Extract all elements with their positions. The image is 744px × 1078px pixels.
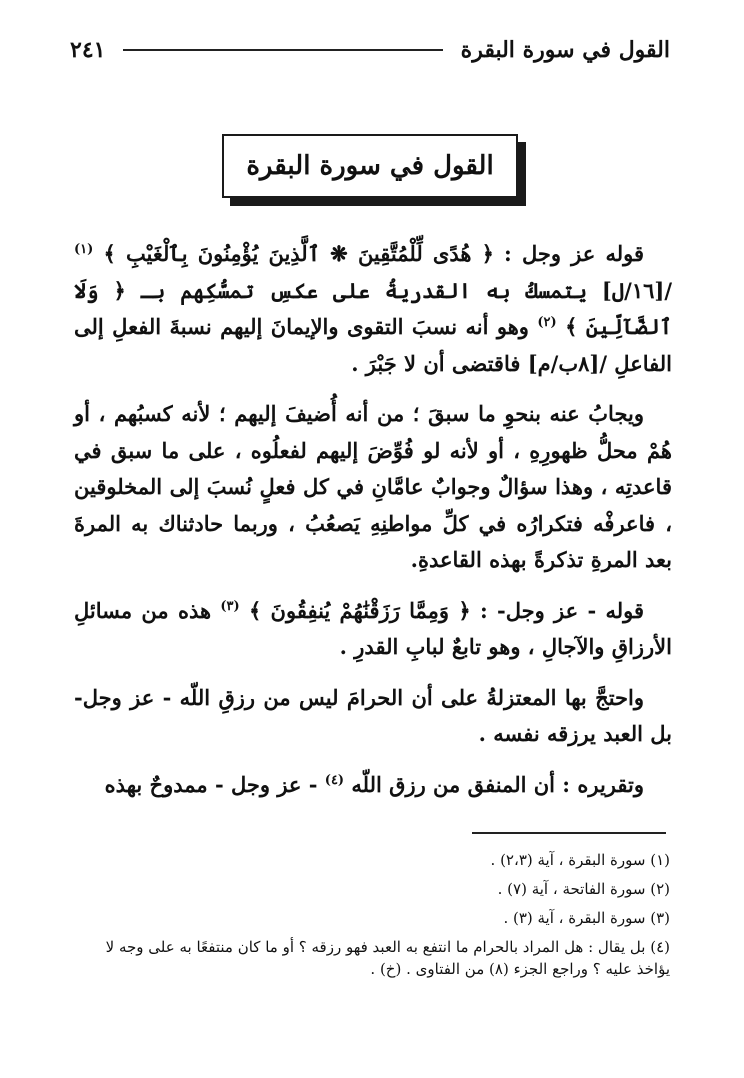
p1-end: وهو أنه نسبَ التقوى والإيمانَ إليهم نسبةَ الفعلِ إلى الفاعلِ /[٨ب/م] فاقتضى أن لا جَبْرَ .: [74, 314, 672, 376]
footnote-3: (٣) سورة البقرة ، آية (٣) .: [503, 909, 670, 927]
paragraph-1: [74, 236, 672, 382]
quran-verse-1: ﴿ هُدًى لِّلْمُتَّقِينَ ❋ ٱلَّذِينَ يُؤْمِنُونَ بِٱلْغَيْبِ ﴾: [103, 241, 494, 266]
p3-intro: قوله - عز وجل- :: [470, 597, 645, 623]
section-title: القول في سورة البقرة: [222, 134, 518, 198]
section-title-box: [222, 134, 526, 206]
paragraph-5: [74, 767, 672, 804]
header-rule: [123, 49, 442, 51]
paragraph-3: [74, 593, 672, 666]
footnote-ref-3: (٣): [220, 598, 240, 614]
paragraph-2: ويجابُ عنه بنحوِ ما سبقَ ؛ من أنه أُضيفَ إليهم ؛ لأنه كسبُهم ، أو هُمْ محلُّ ظهورِهِ ، أو لأنه لو فُوِّضَ إليهم لفعلُوه ، على ما سبق في قاعدتِه ، وهذا سؤالٌ وجوابٌ عامَّانِ في كل فعلٍ نُسبَ إلى المخلوقين ، فاعرفْه فتكرارُه في كلِّ مواطنِهِ يَصعُبُ ، وربما حادثناك به المرةَ بعد المرةِ تذكرةً بهذه القاعدةِ.: [74, 401, 672, 572]
quran-verse-3: ﴿ وَمِمَّا رَزَقْنَٰهُمْ يُنفِقُونَ ﴾: [248, 597, 471, 623]
p1-middle: /[١٦/ل] يتمسكُ به القدريةُ على عكسِ تمسُّكِهم بـ: [125, 277, 672, 303]
running-header: [70, 30, 670, 70]
footnote-rule: [472, 832, 666, 834]
quran-verse-2: ﴿ وَلَا ٱلضَّآلِّينَ ﴾: [74, 277, 672, 339]
footnote-1: (١) سورة البقرة ، آية (٢،٣) .: [490, 851, 670, 869]
paragraph-4: واحتجَّ بها المعتزلةُ على أن الحرامَ ليس من رزقِ اللّه - عز وجل- بل العبد يرزقه نفسه .: [74, 684, 672, 746]
page-number: ٢٤١: [70, 37, 106, 63]
p3-end: هذه من مسائلِ الأرزاقِ والآجالِ ، وهو تابعٌ لبابِ القدرِ .: [74, 597, 672, 659]
running-title: القول في سورة البقرة: [460, 37, 670, 63]
footnote-ref-1: (١): [74, 242, 94, 257]
footnote-4: (٤) بل يقال : هل المراد بالحرام ما انتفع به العبد فهو رزقه ؟ أو ما كان منتفعًا به على وجه لا يؤاخذ عليه ؟ وراجع الجزء (٨) من الفتاوى . (خ) .: [105, 938, 670, 978]
body-text: [74, 236, 672, 817]
p1-intro: قوله عز وجل :: [493, 241, 644, 266]
p5-intro: وتقريره : أن المنفق من رزق اللّه: [351, 771, 644, 797]
footnote-2: (٢) سورة الفاتحة ، آية (٧) .: [497, 880, 670, 898]
footnote-ref-4: (٤): [324, 772, 345, 788]
footnotes: [74, 846, 670, 980]
footnote-ref-2: (٢): [537, 315, 557, 330]
p5-end: - عز وجل - ممدوحٌ بهذه: [104, 771, 318, 797]
